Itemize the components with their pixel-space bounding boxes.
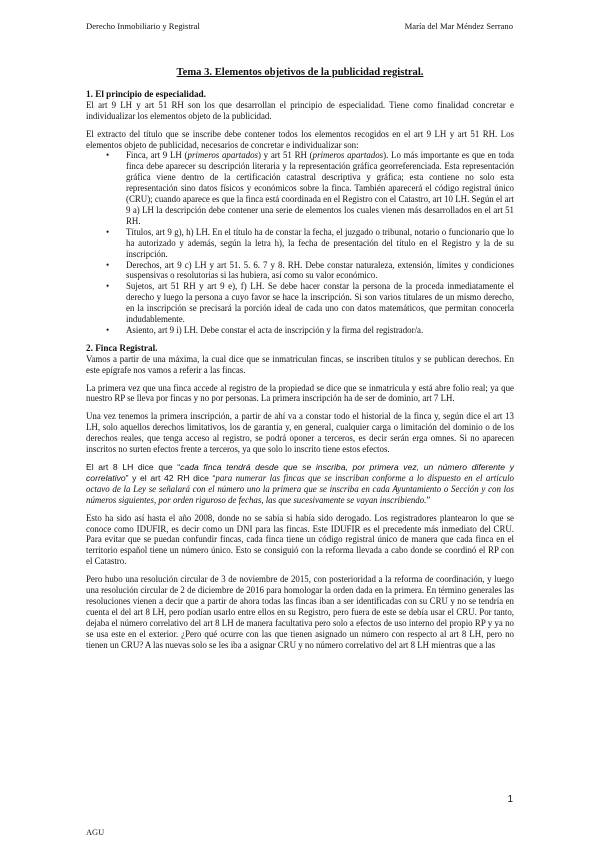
list-item-titulos: • Títulos, art 9 g), h) LH. En el título ha de constar la fecha, el juzgado o tribunal, notario o funcionario que lo ha autorizado y además, según la letra h), la fecha de presentación del título en el Registro y la de su inscripción. [126, 227, 514, 260]
section-heading-finca-registral: 2. Finca Registral. [86, 342, 158, 353]
elements-list [86, 150, 514, 335]
paragraph: El extracto del título que se inscribe debe contener todos los elementos recogidos en el art 9 LH y art 51 RH. Los elementos objeto de publicidad, necesarios de concretar e individualizar son: [86, 128, 514, 150]
section-heading-especialidad: 1. El principio de especialidad. [86, 88, 206, 99]
paragraph: El art 9 LH y art 51 RH son los que desarrollan el principio de especialidad. Tiene como finalidad concretar e individualizar los elementos objeto de la publicidad. [86, 99, 514, 121]
page-title: Tema 3. Elementos objetivos de la publicidad registral. [176, 67, 424, 78]
header-course-title: Derecho Inmobiliario y Registral [86, 21, 200, 31]
quote-paragraph: El art 8 LH dice que “cada finca tendrá desde que se inscriba, por primera vez, un número diferente y correlativo” y el art 42 RH dice “para numerar las fincas que se inscriban conforme a lo dispuesto en el artículo octavo de la Ley se señalará con el número uno la primera que se inscriba en cada Ayuntamiento o Sección y con los números siguientes, por orden riguroso de fechas, las que sucesivamente se vayan inscribiendo.” [86, 462, 514, 505]
paragraph: Pero hubo una resolución circular de 3 de noviembre de 2015, con posterioridad a la reforma de coordinación, y luego una resolución circular de 2 de diciembre de 2016 para homologar la orden dada en la primera. En término generales las resoluciones vienen a decir que a partir de ahora todas las fincas iban a ser identificadas con su CRU y no se tendría en cuenta el del art 8 LH, pero podían usarlo entre ellos en su Registro, pero fuera de este se debía usar el CRU. Por tanto, dejaba el número correlativo del art 8 LH de manera facultativa pero solo a efectos de uso interno del propio RP y ya no se usa este en el exterior. ¿Pero qué ocurre con las que tienen asignado un número con respecto al art 8 LH, pero no tienen un CRU? A las nuevas solo se les iba a asignar CRU y no número correlativo del art 8 LH mientras que a las [86, 574, 514, 650]
page-header [86, 21, 513, 35]
paragraph: La primera vez que una finca accede al registro de la propiedad se dice que se inmatricula y está abre folio real; ya que nuestro RP se lleva por fincas y no por personas. La primera inscripción ha de ser de dominio, art 7 LH. [86, 382, 514, 404]
list-item-finca: • Finca, art 9 LH (primeros apartados) y art 51 RH (primeros apartados). Lo más importante es que en toda finca debe aparecer su descripción literaria y la representación gráfica georreferenciada. Esta representación gráfica viene dentro de la certificación catastral descriptiva y gráfica; esta contiene no solo esta representación sino datos físicos y económicos sobre la finca. También aparecerá el código registral único (CRU); cuando aparece es que la finca está coordinada en el Registro con el Catastro, art 10 LH. Según el art 9 a) LH la descripción debe contener una serie de elementos los cuales vienen más desarrollados en el art 51 RH. [126, 150, 514, 226]
header-author: María del Mar Méndez Serrano [404, 21, 513, 31]
list-item-asiento: • Asiento, art 9 i) LH. Debe constar el acta de inscripción y la firma del registrador/a. [126, 325, 514, 336]
paragraph: Vamos a partir de una máxima, la cual dice que se inmatriculan fincas, se inscriben títulos y se publican derechos. En este epígrafe nos vamos a referir a las fincas. [86, 353, 514, 375]
page-footer: AGU [86, 828, 105, 837]
paragraph: Esto ha sido así hasta el año 2008, donde no se sabía si había sido derogado. Los registradores plantearon lo que se conoce como IDUFIR, es decir como un DNI para las fincas. Este IDUFIR es el precedente más inmediato del CRU. Para evitar que se puedan confundir fincas, cada finca tiene un código registral único de manera que cada finca en el territorio español tiene un número único. Esto se consiguió con la reforma llevada a cabo donde se coordinó el RP con el Catastro. [86, 512, 514, 567]
document-body [86, 68, 514, 658]
list-item-derechos: • Derechos, art 9 c) LH y art 51. 5. 6. 7 y 8. RH. Debe constar naturaleza, extensión, límites y condiciones suspensivas o resolutorias si las hubiera, así como su valor económico. [126, 260, 514, 282]
page-number: 1 [507, 794, 513, 805]
paragraph: Una vez tenemos la primera inscripción, a partir de ahí va a constar todo el historial de la finca y, según dice el art 13 LH, solo aquellos derechos limitativos, los de garantía y, en general, cualquier carga o limitación del dominio o de los derechos reales, que tenga acceso al registro, se podrá oponer a terceros, es decir serán erga omnes. Si no aparecen inscritos no surten efectos frente a terceros, ya que solo lo inscrito tiene estos efectos. [86, 411, 514, 455]
list-item-sujetos: • Sujetos, art 51 RH y art 9 e), f) LH. Se debe hacer constar la persona de la proceda inmediatamente el derecho y luego la persona a cuyo favor se hace la inscripción. Si son varios titulares de un mismo derecho, en la inscripción se precisará la porción ideal de cada uno con datos matemáticos, que permitan conocerla indudablemente. [126, 281, 514, 325]
